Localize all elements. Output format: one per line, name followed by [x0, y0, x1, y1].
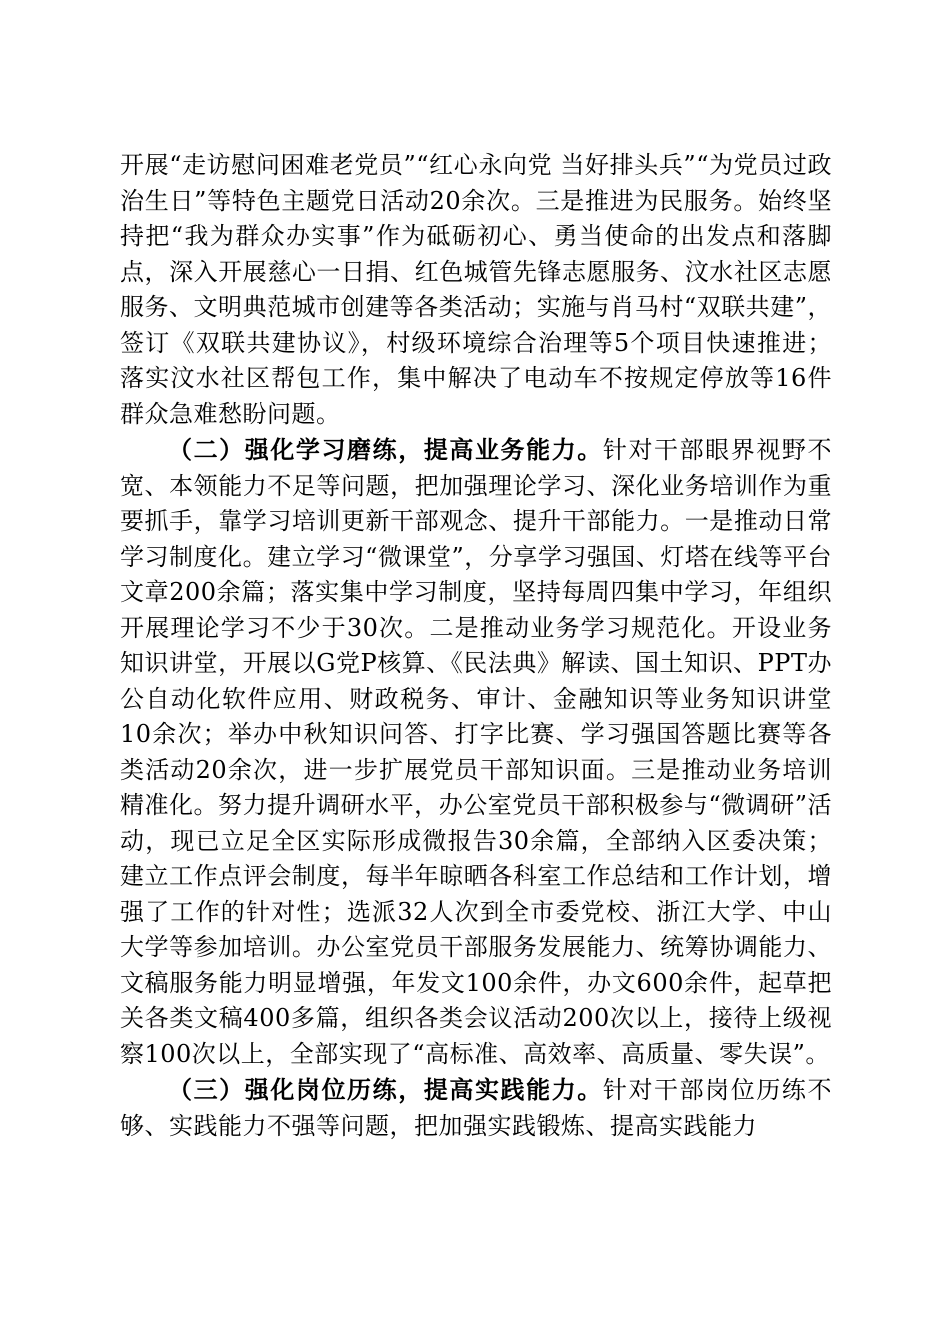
paragraph-service-activities — [120, 148, 832, 432]
section-heading: （二）强化学习磨练，提高业务能力。 — [168, 435, 603, 464]
paragraph-text: 针对干部眼界视野不宽、本领能力不足等问题，把加强理论学习、深化业务培训作为重要抓手，靠学习培训更新干部观念、提升干部能力。一是推动日常学习制度化。建立学习“微课堂”，分享学习强国、灯塔在线等平台文章200余篇；落实集中学习制度，坚持每周四集中学习，年组织开展理论学习不少于30次。二是推动业务学习规范化。开设业务知识讲堂，开展以G党P核算、《民法典》解读、国土知识、PPT办公自动化软件应用、财政税务、审计、金融知识等业务知识讲堂10余次；举办中秋知识问答、打字比赛、学习强国答题比赛等各类活动20余次，进一步扩展党员干部知识面。三是推动业务培训精准化。努力提升调研水平，办公室党员干部积极参与“微调研”活动，现已立足全区实际形成微报告30余篇，全部纳入区委决策；建立工作点评会制度，每半年晾晒各科室工作总结和工作计划，增强了工作的针对性；选派32人次到全市委党校、浙江大学、中山大学等参加培训。办公室党员干部服务发展能力、统筹协调能力、文稿服务能力明显增强，年发文100余件，办文600余件，起草把关各类文稿400多篇，组织各类会议活动200次以上，接待上级视察100次以上，全部实现了“高标准、高效率、高质量、零失误”。 — [120, 436, 832, 1068]
paragraph-text: 针对干部岗位历练不够、实践能力不强等问题，把加强实践锻炼、提高实践能力 — [120, 1076, 832, 1140]
section-heading: （三）强化岗位历练，提高实践能力。 — [168, 1075, 603, 1104]
paragraph-practice-training — [120, 1072, 832, 1144]
document-page — [120, 148, 832, 1144]
paragraph-text: 开展“走访慰问困难老党员”“红心永向党 当好排头兵”“为党员过政治生日”等特色主题党日活动20余次。三是推进为民服务。始终坚持把“我为群众办实事”作为砥砺初心、勇当使命的出发点和落脚点，深入开展慈心一日捐、红色城管先锋志愿服务、汶水社区志愿服务、文明典范城市创建等各类活动；实施与肖马村“双联共建”，签订《双联共建协议》，村级环境综合治理等5个项目快速推进；落实汶水社区帮包工作，集中解决了电动车不按规定停放等16件群众急难愁盼问题。 — [120, 151, 832, 428]
paragraph-study-training — [120, 432, 832, 1072]
